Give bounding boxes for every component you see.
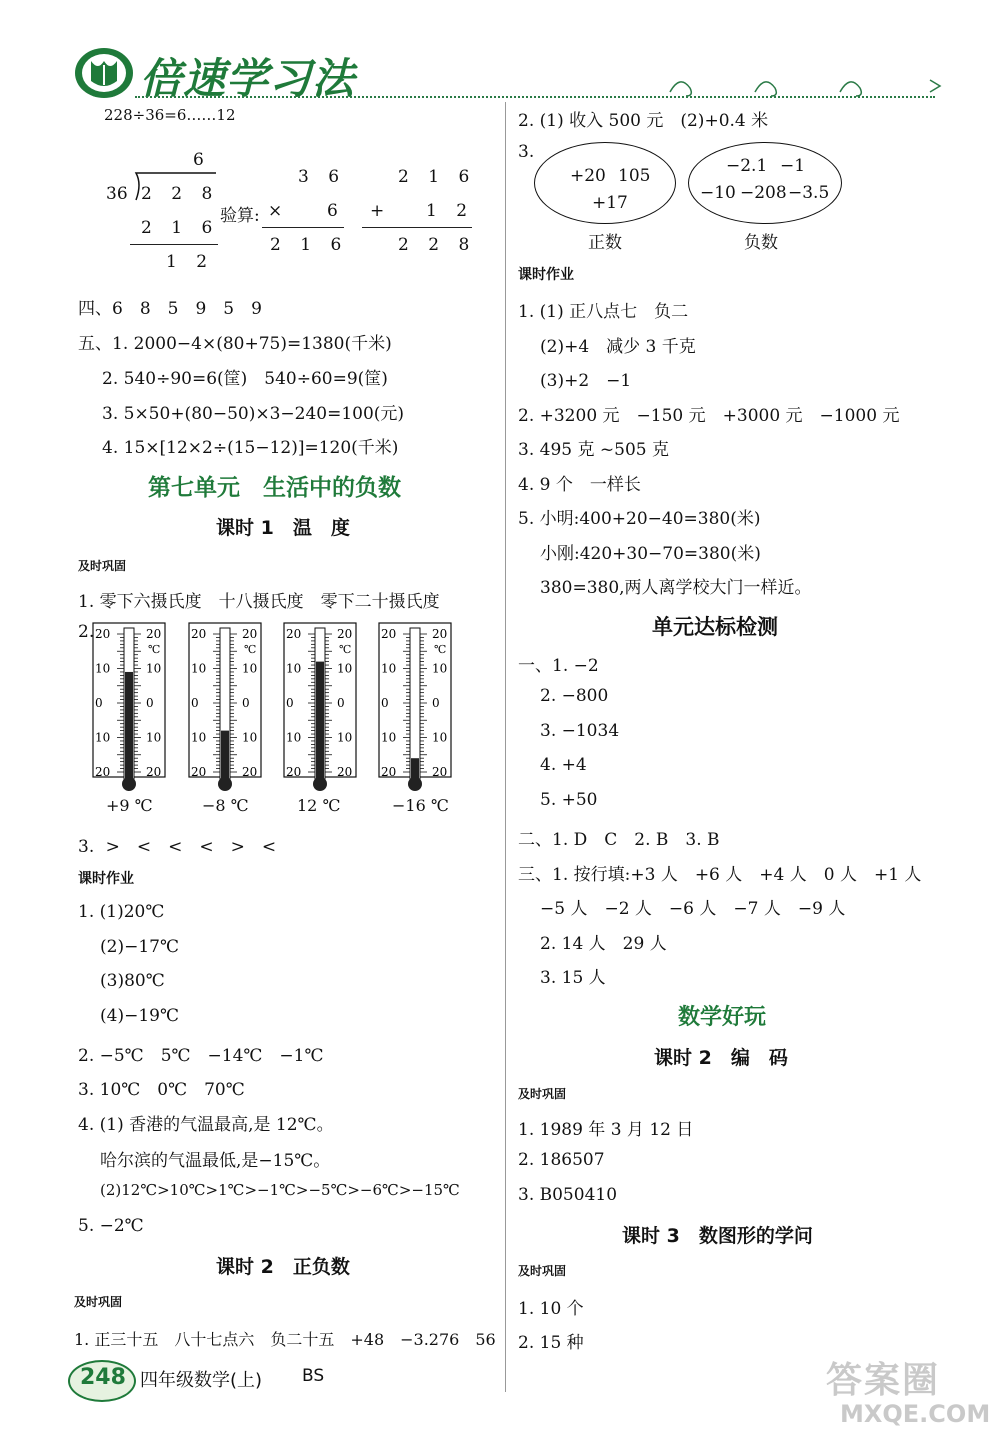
mult-line	[262, 227, 344, 228]
add-line	[362, 227, 472, 228]
tick-label-left: 0	[191, 696, 199, 710]
answer-5-4: 4. 15×[12×2÷(15−12)]=120(千米)	[102, 438, 399, 458]
answer-4: 四、6 8 5 9 5 9	[78, 299, 262, 319]
r-hw-1-2: (2)+4 减少 3 千克	[540, 337, 696, 357]
thermometer-mercury	[125, 672, 133, 780]
tick-label-right: 20	[432, 627, 448, 641]
lesson-2-title: 课时 2 正负数	[216, 1256, 350, 1278]
tick-label-left: 10	[286, 730, 302, 745]
thermometer	[378, 622, 452, 815]
add-top: 2 1 6	[398, 167, 470, 187]
thermometer-label: +9 ℃	[106, 796, 153, 815]
unit-label: ℃	[148, 643, 161, 656]
thermometer-bulb	[218, 777, 232, 791]
thermometer-label: 12 ℃	[297, 796, 341, 815]
tick-label-left: 20	[95, 627, 111, 641]
tick-label-right: 20	[242, 627, 258, 641]
pos-2: 105	[618, 166, 651, 186]
tick-label-left: 10	[286, 661, 302, 676]
thermometer-bulb	[408, 777, 422, 791]
r-hw-5-2: 小刚:420+30−70=380(米)	[540, 544, 761, 564]
hw-2: 2. −5℃ 5℃ −14℃ −1℃	[78, 1046, 324, 1066]
tick-label-left: 0	[286, 696, 294, 710]
unit-label: ℃	[339, 643, 352, 656]
tick-label-left: 20	[286, 627, 302, 641]
test-1-3: 3. −1034	[540, 721, 620, 741]
thermometer-bulb	[122, 777, 136, 791]
r-homework-label: 课时作业	[518, 267, 574, 283]
thermometer	[283, 622, 357, 815]
tick-label-left: 20	[381, 627, 397, 641]
tick-label-left: 10	[95, 730, 111, 745]
column-divider	[505, 102, 506, 1392]
r-q2: 2. (1) 收入 500 元 (2)+0.4 米	[518, 111, 769, 131]
unit-label: ℃	[434, 643, 447, 656]
answer-5-2: 2. 540÷90=6(筐) 540÷60=9(筐)	[102, 369, 388, 389]
mult-result: 2 1 6	[270, 235, 342, 255]
test-1-1: 一、1. −2	[518, 656, 599, 676]
unit-test-title: 单元达标检测	[652, 615, 778, 639]
neg-1: −2.1	[726, 156, 768, 176]
hw-1-4: (4)−19℃	[100, 1006, 179, 1026]
tick-label-right: 20	[242, 765, 258, 779]
tick-label-right: 20	[337, 765, 353, 779]
r-consolidate: 及时巩固	[518, 1087, 567, 1101]
neg-4: −208	[740, 183, 787, 203]
thermometer-mercury	[316, 662, 324, 780]
answer-5-1: 五、1. 2000−4×(80+75)=1380(千米)	[78, 334, 392, 354]
quotient: 6	[193, 150, 204, 170]
hw-4-2: 哈尔滨的气温最低,是−15℃。	[100, 1151, 331, 1171]
hw-4-3: (2)12℃>10℃>1℃>−1℃>−5℃>−6℃>−15℃	[100, 1181, 460, 1199]
hw-3: 3. 10℃ 0℃ 70℃	[78, 1080, 245, 1100]
test-1-5: 5. +50	[540, 790, 598, 810]
divisor: 36	[106, 184, 128, 204]
subtrahend: 2 1 6	[141, 218, 213, 238]
pos-label: 正数	[588, 233, 622, 253]
tick-label-left: 20	[286, 765, 302, 779]
consolidate-label-2: 及时巩固	[74, 1295, 123, 1309]
code-2: 2. 186507	[518, 1150, 605, 1170]
check-label: 验算:	[220, 206, 260, 226]
tick-label-right: 20	[146, 765, 162, 779]
r-hw-1-1: 1. (1) 正八点七 负二	[518, 302, 689, 322]
tick-label-right: 20	[337, 627, 353, 641]
lesson-1-title: 课时 1 温 度	[216, 517, 350, 539]
r-hw-2: 2. +3200 元 −150 元 +3000 元 −1000 元	[518, 406, 900, 426]
swirl-decoration	[660, 70, 950, 105]
fun-title: 数学好玩	[678, 1005, 767, 1030]
pos-1: +20	[570, 166, 606, 186]
neg-2: −1	[780, 156, 806, 176]
logo-icon	[74, 47, 134, 99]
tick-label-left: 20	[95, 765, 111, 779]
tick-label-left: 10	[191, 730, 207, 745]
hw-1-1: 1. (1)20℃	[78, 902, 165, 922]
tick-label-right: 10	[337, 730, 353, 745]
remainder: 1 2	[166, 252, 208, 272]
code-3: 3. B050410	[518, 1185, 618, 1205]
division-equation: 228÷36=6……12	[104, 106, 236, 124]
thermometer	[188, 622, 262, 815]
edition: BS	[302, 1366, 325, 1386]
test-3-1: 三、1. 按行填:+3 人 +6 人 +4 人 0 人 +1 人	[518, 865, 922, 885]
lesson1-q2-num: 2.	[78, 622, 95, 642]
r-hw-5-1: 5. 小明:400+20−40=380(米)	[518, 509, 761, 529]
tick-label-right: 10	[432, 661, 448, 676]
mult-op: ×	[268, 201, 283, 221]
add-second: 1 2	[426, 201, 468, 221]
watermark-url: MXQE.COM	[840, 1400, 991, 1428]
shape-2: 2. 15 种	[518, 1333, 584, 1353]
thermometer-mercury	[411, 758, 419, 780]
r-hw-1-3: (3)+2 −1	[540, 371, 632, 391]
test-1-4: 4. +4	[540, 755, 587, 775]
pos-3: +17	[592, 193, 628, 213]
tick-label-right: 0	[146, 696, 154, 710]
lesson1-q1: 1. 零下六摄氏度 十八摄氏度 零下二十摄氏度	[78, 592, 440, 612]
tick-label-right: 10	[242, 730, 258, 745]
tick-label-left: 20	[381, 765, 397, 779]
hw-1-3: (3)80℃	[100, 971, 165, 991]
tick-label-right: 0	[242, 696, 250, 710]
r-hw-3: 3. 495 克 ~505 克	[518, 440, 669, 460]
thermometer-label: −16 ℃	[392, 796, 449, 815]
r-consolidate-2: 及时巩固	[518, 1264, 567, 1278]
thermometer-label: −8 ℃	[202, 796, 249, 815]
page-number: 248	[80, 1365, 126, 1390]
tick-label-right: 20	[146, 627, 162, 641]
neg-3: −10	[700, 183, 736, 203]
consolidate-label: 及时巩固	[78, 559, 127, 573]
unit-label: ℃	[244, 643, 257, 656]
lesson-code-title: 课时 2 编 码	[654, 1047, 788, 1069]
mult-top: 3 6	[298, 167, 340, 187]
r-hw-5-3: 380=380,两人离学校大门一样近。	[540, 578, 812, 598]
tick-label-left: 10	[381, 730, 397, 745]
brand-title: 倍速学习法	[140, 54, 356, 103]
hw-1-2: (2)−17℃	[100, 937, 179, 957]
watermark-logo: 答案圈	[826, 1360, 941, 1401]
lesson2-q1: 1. 正三十五 八十七点六 负二十五 +48 −3.276 56	[74, 1330, 496, 1349]
test-2: 二、1. D C 2. B 3. B	[518, 830, 720, 850]
tick-label-right: 10	[337, 661, 353, 676]
test-3-2: 2. 14 人 29 人	[540, 934, 667, 954]
neg-label: 负数	[744, 233, 778, 253]
hw-4-1: 4. (1) 香港的气温最高,是 12℃。	[78, 1115, 334, 1135]
add-op: +	[370, 201, 385, 221]
test-3-1b: −5 人 −2 人 −6 人 −7 人 −9 人	[540, 899, 846, 919]
homework-label: 课时作业	[78, 871, 134, 887]
add-result: 2 2 8	[398, 235, 470, 255]
shape-1: 1. 10 个	[518, 1299, 584, 1319]
r-q3-num: 3.	[518, 142, 535, 162]
tick-label-left: 10	[95, 661, 111, 676]
answer-5-3: 3. 5×50+(80−50)×3−240=100(元)	[102, 404, 405, 424]
test-3-3: 3. 15 人	[540, 968, 606, 988]
neg-5: −3.5	[788, 183, 830, 203]
lesson-shape-title: 课时 3 数图形的学问	[622, 1225, 813, 1247]
thermometer	[92, 622, 166, 815]
tick-label-left: 20	[191, 765, 207, 779]
tick-label-left: 10	[381, 661, 397, 676]
tick-label-right: 10	[146, 730, 162, 745]
test-1-2: 2. −800	[540, 686, 609, 706]
tick-label-right: 10	[432, 730, 448, 745]
unit-title: 第七单元 生活中的负数	[148, 475, 401, 501]
tick-label-left: 0	[381, 696, 389, 710]
dividend: 2 2 8	[141, 184, 213, 204]
lesson1-q3: 3. > < < < > <	[78, 837, 277, 857]
tick-label-left: 10	[191, 661, 207, 676]
book-title: 四年级数学(上)	[140, 1370, 263, 1391]
tick-label-left: 0	[95, 696, 103, 710]
tick-label-right: 0	[337, 696, 345, 710]
thermometer-bulb	[313, 777, 327, 791]
tick-label-left: 20	[191, 627, 207, 641]
hw-5: 5. −2℃	[78, 1216, 144, 1236]
thermometer-mercury	[221, 731, 229, 780]
tick-label-right: 10	[146, 661, 162, 676]
code-1: 1. 1989 年 3 月 12 日	[518, 1120, 694, 1140]
tick-label-right: 0	[432, 696, 440, 710]
mult-second: 6	[327, 201, 338, 221]
r-hw-4: 4. 9 个 一样长	[518, 475, 641, 495]
sub-line	[130, 244, 218, 245]
tick-label-right: 20	[432, 765, 448, 779]
tick-label-right: 10	[242, 661, 258, 676]
